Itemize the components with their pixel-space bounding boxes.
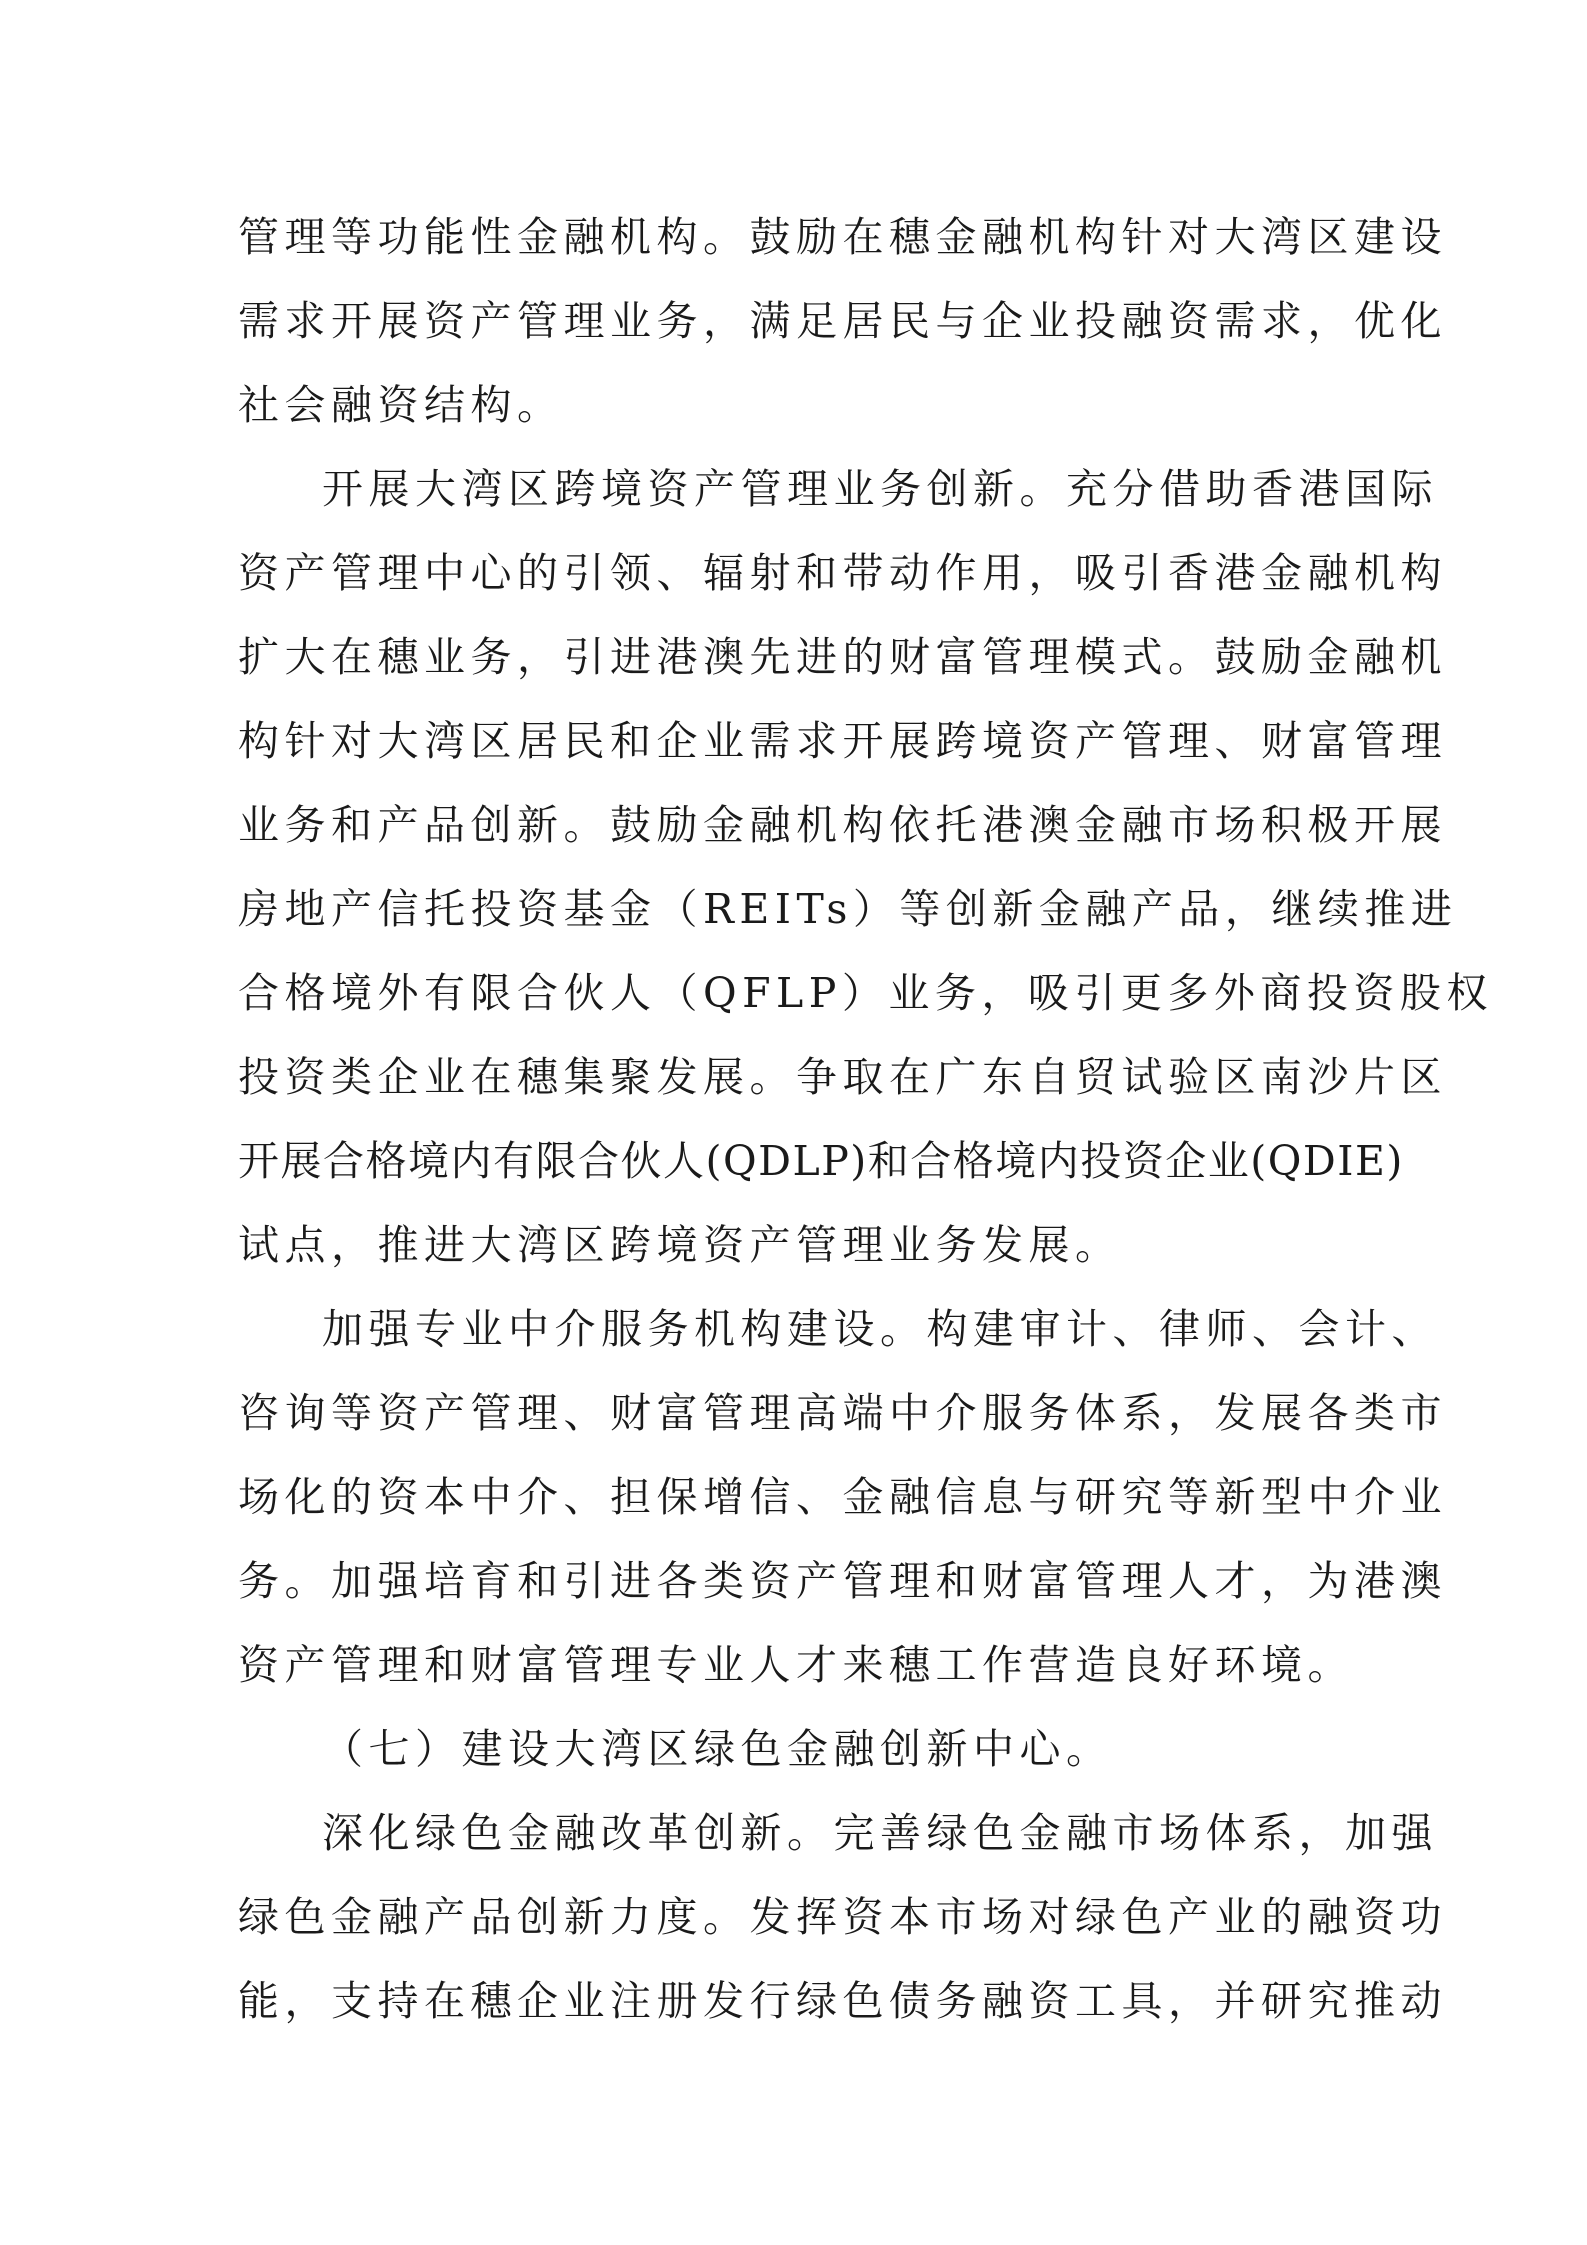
text-line: 构针对大湾区居民和企业需求开展跨境资产管理、财富管理 — [238, 717, 1447, 765]
text-line: 试点，推进大湾区跨境资产管理业务发展。 — [238, 1221, 1122, 1269]
text-line: 能，支持在穗企业注册发行绿色债务融资工具，并研究推动 — [238, 1977, 1447, 2025]
paragraph-heading-line: 深化绿色金融改革创新。完善绿色金融市场体系，加强 — [322, 1809, 1438, 1857]
text-line: 务。加强培育和引进各类资产管理和财富管理人才，为港澳 — [238, 1557, 1447, 1605]
text-line: 开展合格境内有限合伙人(QDLP)和合格境内投资企业(QDIE) — [238, 1137, 1404, 1185]
section-heading: （七）建设大湾区绿色金融创新中心。 — [322, 1725, 1113, 1773]
text-line: 咨询等资产管理、财富管理高端中介服务体系，发展各类市 — [238, 1389, 1447, 1437]
text-line: 合格境外有限合伙人（QFLP）业务，吸引更多外商投资股权 — [238, 969, 1493, 1017]
text-line: 资产管理和财富管理专业人才来穗工作营造良好环境。 — [238, 1641, 1354, 1689]
paragraph-heading-line: 加强专业中介服务机构建设。构建审计、律师、会计、 — [322, 1305, 1438, 1353]
paragraph-heading-line: 开展大湾区跨境资产管理业务创新。充分借助香港国际 — [322, 465, 1438, 513]
text-line: 绿色金融产品创新力度。发挥资本市场对绿色产业的融资功 — [238, 1893, 1447, 1941]
text-line: 扩大在穗业务，引进港澳先进的财富管理模式。鼓励金融机 — [238, 633, 1447, 681]
text-line: 社会融资结构。 — [238, 381, 564, 429]
text-line: 管理等功能性金融机构。鼓励在穗金融机构针对大湾区建设 — [238, 213, 1447, 261]
text-line: 场化的资本中介、担保增信、金融信息与研究等新型中介业 — [238, 1473, 1447, 1521]
text-line: 需求开展资产管理业务，满足居民与企业投融资需求，优化 — [238, 297, 1447, 345]
text-line: 投资类企业在穗集聚发展。争取在广东自贸试验区南沙片区 — [238, 1053, 1447, 1101]
text-line: 业务和产品创新。鼓励金融机构依托港澳金融市场积极开展 — [238, 801, 1447, 849]
text-line: 房地产信托投资基金（REITs）等创新金融产品，继续推进 — [238, 885, 1458, 933]
document-body — [238, 195, 1493, 2043]
text-line: 资产管理中心的引领、辐射和带动作用，吸引香港金融机构 — [238, 549, 1447, 597]
